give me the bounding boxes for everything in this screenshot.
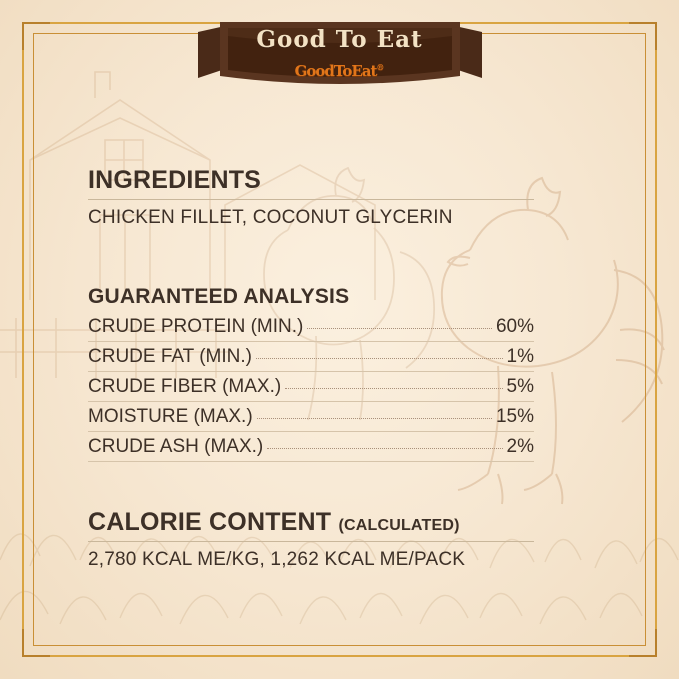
dot-leader [307, 328, 492, 329]
calorie-divider [88, 541, 534, 542]
row-label: CRUDE PROTEIN (MIN.) [88, 316, 304, 337]
calorie-content-qualifier: (CALCULATED) [338, 517, 460, 534]
corner-ornament-bottom-right [629, 629, 657, 657]
corner-ornament-top-left [22, 22, 50, 50]
row-label: CRUDE FAT (MIN.) [88, 346, 252, 367]
brand-banner [190, 10, 490, 94]
row-value: 5% [506, 376, 534, 397]
dot-leader [285, 388, 502, 389]
ingredients-heading: INGREDIENTS [88, 166, 262, 194]
row-value: 60% [495, 316, 534, 337]
brand-title: Good To Eat [256, 26, 423, 53]
registered-trademark-icon: ® [376, 62, 385, 72]
row-value: 2% [506, 436, 534, 457]
calorie-content-text: 2,780 KCAL ME/KG, 1,262 KCAL ME/PACK [88, 549, 466, 570]
row-label: CRUDE ASH (MAX.) [88, 436, 264, 457]
row-label: CRUDE FIBER (MAX.) [88, 376, 282, 397]
brand-wordmark [190, 62, 490, 80]
calorie-content-heading [88, 508, 534, 537]
corner-ornament-bottom-left [22, 629, 50, 657]
table-row [88, 342, 534, 372]
brand-wordmark-text: GoodToEat [294, 62, 377, 80]
row-value: 15% [495, 406, 534, 427]
dot-leader [267, 448, 502, 449]
corner-ornament-top-right [629, 22, 657, 50]
table-row [88, 402, 534, 432]
table-row [88, 432, 534, 462]
label-content [88, 166, 534, 571]
ingredients-divider [88, 199, 534, 200]
row-value: 1% [506, 346, 534, 367]
table-row [88, 312, 534, 342]
calorie-content-title: CALORIE CONTENT [88, 508, 332, 536]
row-label: MOISTURE (MAX.) [88, 406, 253, 427]
ingredients-text: CHICKEN FILLET, COCONUT GLYCERIN [88, 207, 453, 228]
guaranteed-analysis-heading: GUARANTEED ANALYSIS [88, 285, 350, 308]
guaranteed-analysis-table [88, 312, 534, 462]
dot-leader [257, 418, 492, 419]
table-row [88, 372, 534, 402]
dot-leader [256, 358, 503, 359]
